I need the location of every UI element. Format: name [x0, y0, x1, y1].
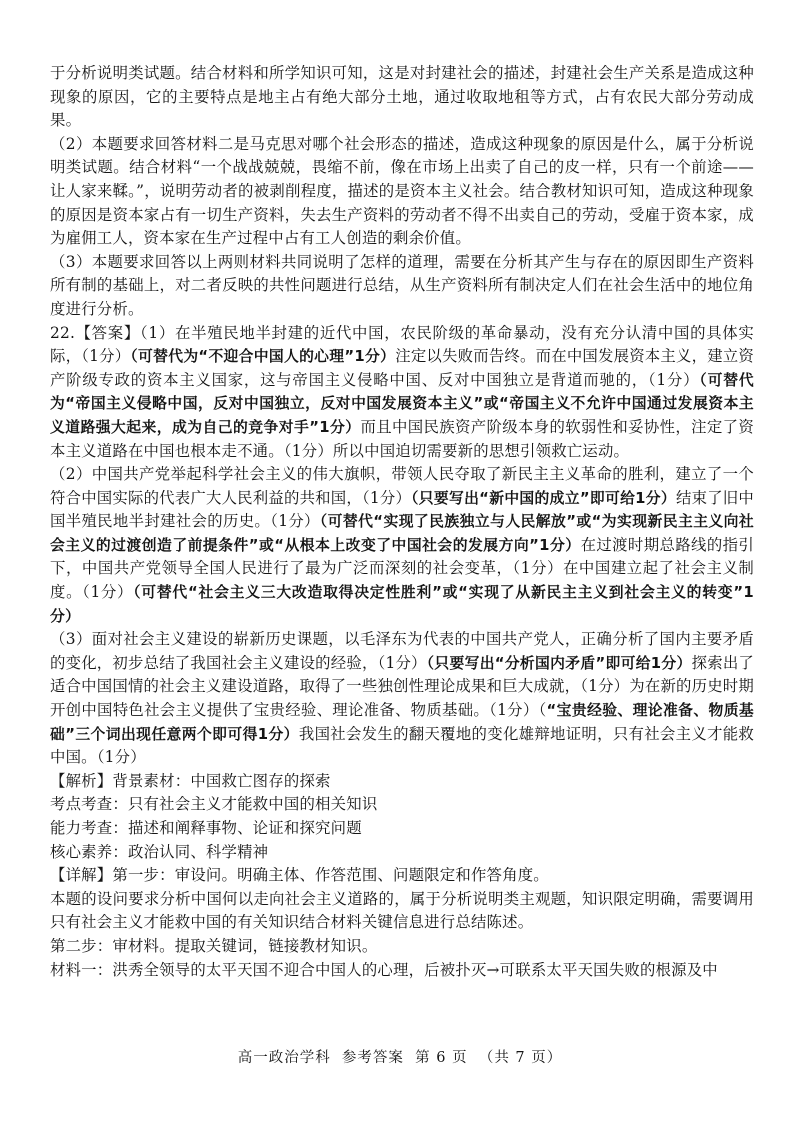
text-run: 注定以失败而告终。而在中国发展资本主义，建立资产阶级专政的资本主义国家，这与帝国主义侵略中国、反对中国独立是背道而驰的，（1分）	[50, 347, 754, 389]
paragraph	[50, 817, 754, 841]
page-footer	[0, 1046, 800, 1067]
bold-note: （可替代为“不迎合中国人的心理”1分）	[130, 348, 396, 366]
text-run: 材料一：洪秀全领导的太平天国不迎合中国人的心理，后被扑灭→可联系太平天国失败的根源及中	[50, 960, 718, 979]
paragraph	[50, 864, 754, 888]
paragraph	[50, 841, 754, 865]
text-run: （2）本题要求回答材料二是马克思对哪个社会形态的描述，造成这种现象的原因是什么，属于分析说明类试题。结合材料“一个战战兢兢，畏缩不前，像在市场上出卖了自己的皮一样，只有一个前途——让人家来鞣。”，说明劳动者的被剥削程度，描述的是资本主义社会。结合教材知识可知，造成这种现象的原因是资本家占有一切生产资料，失去生产资料的劳动者不得不出卖自己的劳动，受雇于资本家，成为雇佣工人，资本家在生产过程中占有工人创造的剩余价值。	[50, 134, 754, 248]
paragraph	[50, 770, 754, 794]
bold-note: “宝贵经验、理论准备、物质基础”三个词出现任意两个即可得1分）	[50, 702, 754, 743]
text-run: 考点考查：只有社会主义才能救中国的相关知识	[50, 795, 378, 814]
text-run: 能力考查：描述和阐释事物、论证和探究问题	[50, 819, 362, 837]
text-run: 【解析】背景素材：中国救亡图存的探索	[50, 771, 331, 790]
text-run: 核心素养：政治认同、科学精神	[50, 842, 269, 861]
paragraph	[50, 251, 754, 322]
answer-body	[50, 62, 754, 982]
text-run: 本题的设问要求分析中国何以走向社会主义道路的，属于分析说明类主观题，知识限定明确，需要调用只有社会主义才能救中国的有关知识结合材料关键信息进行总结陈述。	[50, 889, 754, 932]
bold-note: （可替代“实现了民族独立与人民解放”或“为实现新民主主义向社会主义的过渡创造了前提条件”或“从根本上改变了中国社会的发展方向”1分）	[50, 513, 754, 554]
text-run: 而且中国民族资产阶级本身的软弱性和妥协性，注定了资本主义道路在中国也根本走不通。（1分）所以中国迫切需要新的思想引领救亡运动。	[50, 417, 754, 460]
paragraph	[50, 133, 754, 251]
paragraph	[50, 888, 754, 935]
text-run: 【详解】第一步：审设问。明确主体、作答范围、问题限定和作答角度。	[50, 866, 549, 885]
text-run: 22.【答案】（1）在半殖民地半封建的近代中国，农民阶级的革命暴动，没有充分认清中国的具体实际，（1分）	[50, 323, 754, 366]
text-run: 我国社会发生的翻天覆地的变化雄辩地证明，只有社会主义才能救中国。（1分）	[50, 724, 754, 767]
text-run: 结束了旧中国半殖民地半封建社会的历史。（1分）	[50, 488, 754, 531]
text-run: 在过渡时期总路线的指引下，中国共产党领导全国人民进行了最为广泛而深刻的社会变革，（1分）在中国建立起了社会主义制度。（1分）	[50, 535, 754, 602]
text-run: （2）中国共产党举起科学社会主义的伟大旗帜，带领人民夺取了新民主主义革命的胜利，建立了一个符合中国实际的代表广大人民利益的共和国，（1分）	[50, 465, 754, 507]
paragraph	[50, 62, 754, 133]
paragraph	[50, 463, 754, 628]
paragraph	[50, 628, 754, 770]
bold-note: （只要写出“新中国的成立”即可给1分）	[411, 489, 676, 507]
paragraph	[50, 935, 754, 959]
paragraph	[50, 959, 754, 983]
text-run: 于分析说明类试题。结合材料和所学知识可知，这是对封建社会的描述，封建社会生产关系是造成这种现象的原因，它的主要特点是地主占有绝大部分土地，通过收取地租等方式，占有农民大部分劳动成果。	[50, 64, 754, 130]
footer-text: 高一政治学科 参考答案 第 6 页 （共 7 页）	[237, 1050, 563, 1066]
bold-note: （可替代“社会主义三大改造取得决定性胜利”或“实现了从新民主主义到社会主义的转变”1分）	[50, 584, 755, 625]
text-run: 探索出了适合中国国情的社会主义建设道路，取得了一些独创性理论成果和巨大成就，（1分）为在新的历史时期开创中国特色社会主义提供了宝贵经验、理论准备、物质基础。（1分）（	[50, 653, 755, 720]
text-run: 第二步：审材料。提取关键词，链接教材知识。	[50, 936, 378, 955]
text-run: （3）面对社会主义建设的崭新历史课题，以毛泽东为代表的中国共产党人，正确分析了国内主要矛盾的变化，初步总结了我国社会主义建设的经验，（1分）	[50, 630, 754, 672]
bold-note: （只要写出“分析国内矛盾”即可给1分）	[426, 654, 692, 672]
text-run: （3）本题要求回答以上两则材料共同说明了怎样的道理，需要在分析其产生与存在的原因即生产资料所有制的基础上，对二者反映的共性问题进行总结，从生产资料所有制决定人们在社会生活中的地位角度进行分析。	[50, 252, 754, 318]
bold-note: （可替代为“帝国主义侵略中国，反对中国独立，反对中国发展资本主义”或“帝国主义不允许中国通过发展资本主义道路强大起来，成为自己的竞争对手”1分）	[50, 371, 754, 436]
paragraph	[50, 322, 754, 464]
paragraph	[50, 793, 754, 817]
